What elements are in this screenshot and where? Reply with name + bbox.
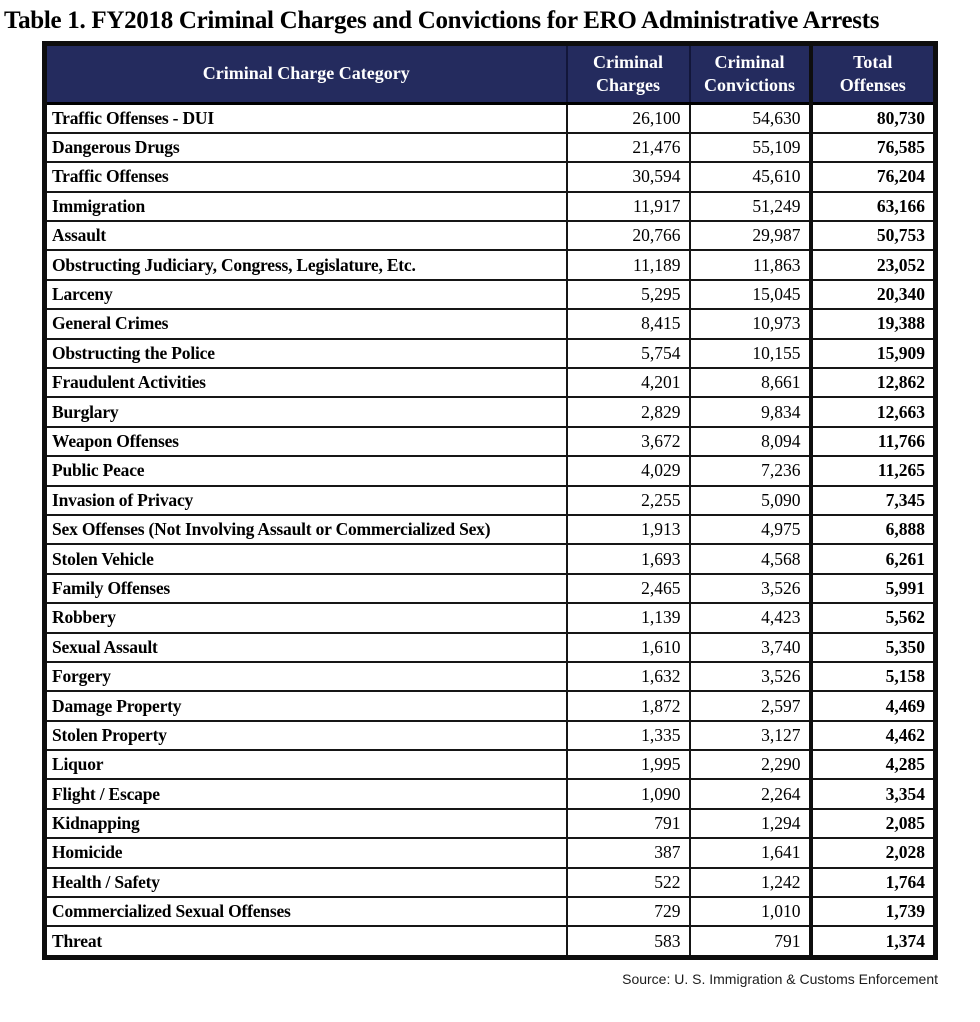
total-offenses-cell: 11,766 xyxy=(811,427,936,456)
criminal-charges-cell: 2,829 xyxy=(567,397,690,426)
total-offenses-cell: 1,374 xyxy=(811,926,936,957)
total-offenses-cell: 4,469 xyxy=(811,691,936,720)
criminal-charges-cell: 1,913 xyxy=(567,515,690,544)
category-cell: Stolen Vehicle xyxy=(45,544,567,573)
table-row xyxy=(45,779,936,808)
table-row xyxy=(45,868,936,897)
category-cell: Commercialized Sexual Offenses xyxy=(45,897,567,926)
table-row xyxy=(45,486,936,515)
total-offenses-cell: 12,663 xyxy=(811,397,936,426)
criminal-convictions-cell: 3,526 xyxy=(690,662,811,691)
criminal-charges-cell: 729 xyxy=(567,897,690,926)
criminal-convictions-cell: 10,155 xyxy=(690,339,811,368)
table-container xyxy=(42,41,938,960)
criminal-charges-cell: 1,693 xyxy=(567,544,690,573)
total-offenses-cell: 5,158 xyxy=(811,662,936,691)
category-cell: Sexual Assault xyxy=(45,633,567,662)
table-row xyxy=(45,603,936,632)
criminal-charges-cell: 30,594 xyxy=(567,162,690,191)
table-row xyxy=(45,221,936,250)
criminal-charges-cell: 11,917 xyxy=(567,192,690,221)
category-cell: Immigration xyxy=(45,192,567,221)
table-row xyxy=(45,397,936,426)
category-cell: Stolen Property xyxy=(45,721,567,750)
category-cell: Forgery xyxy=(45,662,567,691)
criminal-charges-cell: 4,029 xyxy=(567,456,690,485)
table-row xyxy=(45,309,936,338)
criminal-convictions-cell: 45,610 xyxy=(690,162,811,191)
total-offenses-cell: 20,340 xyxy=(811,280,936,309)
table-row xyxy=(45,897,936,926)
total-offenses-cell: 2,028 xyxy=(811,838,936,867)
total-offenses-cell: 11,265 xyxy=(811,456,936,485)
criminal-convictions-cell: 3,740 xyxy=(690,633,811,662)
table-row xyxy=(45,427,936,456)
table-row xyxy=(45,162,936,191)
criminal-convictions-cell: 791 xyxy=(690,926,811,957)
category-cell: Family Offenses xyxy=(45,574,567,603)
total-offenses-cell: 4,462 xyxy=(811,721,936,750)
table-body xyxy=(45,103,936,957)
criminal-charges-cell: 522 xyxy=(567,868,690,897)
table-row xyxy=(45,691,936,720)
criminal-charges-cell: 1,139 xyxy=(567,603,690,632)
criminal-charges-cell: 26,100 xyxy=(567,103,690,133)
total-offenses-cell: 1,764 xyxy=(811,868,936,897)
total-offenses-cell: 7,345 xyxy=(811,486,936,515)
criminal-convictions-cell: 2,290 xyxy=(690,750,811,779)
category-cell: Sex Offenses (Not Involving Assault or Commercialized Sex) xyxy=(45,515,567,544)
criminal-charges-cell: 1,610 xyxy=(567,633,690,662)
total-offenses-cell: 6,888 xyxy=(811,515,936,544)
criminal-convictions-cell: 10,973 xyxy=(690,309,811,338)
table-row xyxy=(45,339,936,368)
criminal-convictions-cell: 1,242 xyxy=(690,868,811,897)
category-cell: Traffic Offenses - DUI xyxy=(45,103,567,133)
table-row xyxy=(45,721,936,750)
table-row xyxy=(45,280,936,309)
total-offenses-cell: 3,354 xyxy=(811,779,936,808)
total-offenses-cell: 19,388 xyxy=(811,309,936,338)
criminal-charges-cell: 2,465 xyxy=(567,574,690,603)
criminal-charges-cell: 791 xyxy=(567,809,690,838)
total-offenses-cell: 50,753 xyxy=(811,221,936,250)
criminal-charges-cell: 5,754 xyxy=(567,339,690,368)
total-offenses-cell: 4,285 xyxy=(811,750,936,779)
criminal-convictions-cell: 9,834 xyxy=(690,397,811,426)
criminal-charges-cell: 1,872 xyxy=(567,691,690,720)
total-offenses-cell: 76,204 xyxy=(811,162,936,191)
criminal-charges-cell: 1,335 xyxy=(567,721,690,750)
criminal-convictions-cell: 3,526 xyxy=(690,574,811,603)
criminal-convictions-cell: 1,010 xyxy=(690,897,811,926)
total-offenses-cell: 5,350 xyxy=(811,633,936,662)
criminal-convictions-cell: 55,109 xyxy=(690,133,811,162)
category-cell: Homicide xyxy=(45,838,567,867)
table-row xyxy=(45,662,936,691)
criminal-charges-cell: 8,415 xyxy=(567,309,690,338)
criminal-charges-cell: 387 xyxy=(567,838,690,867)
total-offenses-cell: 1,739 xyxy=(811,897,936,926)
total-offenses-cell: 5,991 xyxy=(811,574,936,603)
total-offenses-cell: 76,585 xyxy=(811,133,936,162)
category-cell: Larceny xyxy=(45,280,567,309)
category-cell: Traffic Offenses xyxy=(45,162,567,191)
total-offenses-cell: 6,261 xyxy=(811,544,936,573)
total-offenses-cell: 15,909 xyxy=(811,339,936,368)
table-row xyxy=(45,926,936,957)
table-row xyxy=(45,809,936,838)
category-cell: General Crimes xyxy=(45,309,567,338)
total-offenses-cell: 12,862 xyxy=(811,368,936,397)
category-cell: Flight / Escape xyxy=(45,779,567,808)
criminal-convictions-cell: 4,423 xyxy=(690,603,811,632)
table-row xyxy=(45,368,936,397)
category-cell: Obstructing Judiciary, Congress, Legislature, Etc. xyxy=(45,250,567,279)
criminal-convictions-cell: 4,568 xyxy=(690,544,811,573)
header-row xyxy=(45,43,936,103)
criminal-convictions-cell: 29,987 xyxy=(690,221,811,250)
criminal-charges-cell: 5,295 xyxy=(567,280,690,309)
criminal-charges-table xyxy=(42,41,938,960)
total-offenses-cell: 63,166 xyxy=(811,192,936,221)
total-offenses-cell: 5,562 xyxy=(811,603,936,632)
total-offenses-cell: 23,052 xyxy=(811,250,936,279)
table-row xyxy=(45,633,936,662)
table-row xyxy=(45,750,936,779)
table-row xyxy=(45,838,936,867)
criminal-convictions-cell: 15,045 xyxy=(690,280,811,309)
criminal-charges-cell: 1,090 xyxy=(567,779,690,808)
category-cell: Burglary xyxy=(45,397,567,426)
category-cell: Kidnapping xyxy=(45,809,567,838)
source-attribution: Source: U. S. Immigration & Customs Enforcement xyxy=(622,970,938,987)
table-row xyxy=(45,250,936,279)
table-row xyxy=(45,133,936,162)
criminal-convictions-cell: 1,641 xyxy=(690,838,811,867)
criminal-convictions-cell: 54,630 xyxy=(690,103,811,133)
criminal-charges-cell: 21,476 xyxy=(567,133,690,162)
category-cell: Weapon Offenses xyxy=(45,427,567,456)
criminal-charges-cell: 20,766 xyxy=(567,221,690,250)
column-header-category: Criminal Charge Category xyxy=(45,43,567,103)
criminal-charges-cell: 583 xyxy=(567,926,690,957)
total-offenses-cell: 2,085 xyxy=(811,809,936,838)
category-cell: Threat xyxy=(45,926,567,957)
criminal-convictions-cell: 3,127 xyxy=(690,721,811,750)
category-cell: Liquor xyxy=(45,750,567,779)
table-row xyxy=(45,103,936,133)
criminal-charges-cell: 1,995 xyxy=(567,750,690,779)
criminal-charges-cell: 1,632 xyxy=(567,662,690,691)
table-header xyxy=(45,43,936,103)
category-cell: Robbery xyxy=(45,603,567,632)
category-cell: Fraudulent Activities xyxy=(45,368,567,397)
criminal-convictions-cell: 2,264 xyxy=(690,779,811,808)
table-title: Table 1. FY2018 Criminal Charges and Convictions for ERO Administrative Arrests xyxy=(4,7,880,34)
criminal-charges-cell: 11,189 xyxy=(567,250,690,279)
table-row xyxy=(45,515,936,544)
criminal-convictions-cell: 1,294 xyxy=(690,809,811,838)
criminal-convictions-cell: 11,863 xyxy=(690,250,811,279)
table-row xyxy=(45,544,936,573)
criminal-convictions-cell: 5,090 xyxy=(690,486,811,515)
table-row xyxy=(45,192,936,221)
criminal-convictions-cell: 2,597 xyxy=(690,691,811,720)
criminal-convictions-cell: 4,975 xyxy=(690,515,811,544)
criminal-convictions-cell: 51,249 xyxy=(690,192,811,221)
total-offenses-cell: 80,730 xyxy=(811,103,936,133)
criminal-charges-cell: 3,672 xyxy=(567,427,690,456)
table-row xyxy=(45,456,936,485)
category-cell: Assault xyxy=(45,221,567,250)
column-header-criminal-convictions: Criminal Convictions xyxy=(690,43,811,103)
criminal-charges-cell: 4,201 xyxy=(567,368,690,397)
category-cell: Dangerous Drugs xyxy=(45,133,567,162)
category-cell: Health / Safety xyxy=(45,868,567,897)
category-cell: Obstructing the Police xyxy=(45,339,567,368)
category-cell: Invasion of Privacy xyxy=(45,486,567,515)
table-row xyxy=(45,574,936,603)
criminal-convictions-cell: 8,094 xyxy=(690,427,811,456)
criminal-convictions-cell: 8,661 xyxy=(690,368,811,397)
criminal-convictions-cell: 7,236 xyxy=(690,456,811,485)
column-header-total-offenses: Total Offenses xyxy=(811,43,936,103)
category-cell: Public Peace xyxy=(45,456,567,485)
column-header-criminal-charges: Criminal Charges xyxy=(567,43,690,103)
category-cell: Damage Property xyxy=(45,691,567,720)
criminal-charges-cell: 2,255 xyxy=(567,486,690,515)
